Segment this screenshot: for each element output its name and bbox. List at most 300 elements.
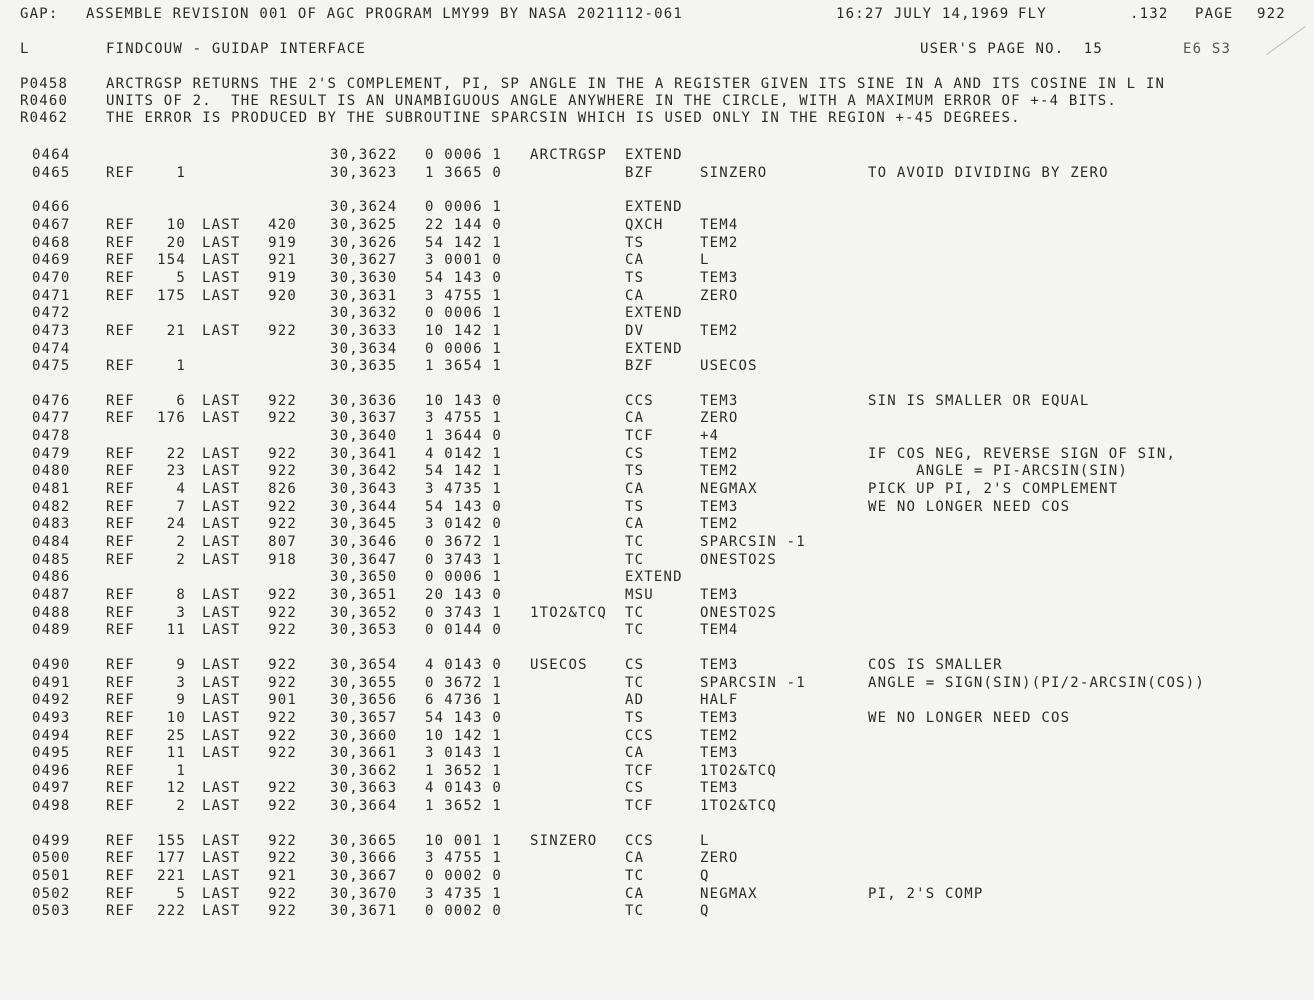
last-page: 922 [268,832,297,849]
operand: TEM2 [700,234,739,251]
last-keyword: LAST [202,850,241,867]
operand: TEM3 [700,745,739,762]
octal-code: 10 142 1 [425,727,503,744]
ref-count: 9 [176,656,186,673]
last-page: 922 [268,410,297,427]
octal-code: 4 0143 0 [425,656,503,673]
ref-keyword: REF [106,481,135,498]
opcode: EXTEND [625,569,683,586]
last-keyword: LAST [202,269,241,286]
operand: TEM4 [700,216,739,233]
last-page: 901 [268,692,297,709]
line-number: 0498 [32,798,71,815]
listing-row [0,605,1314,621]
comment: TO AVOID DIVIDING BY ZERO [868,164,1109,181]
opcode: CS [625,780,645,797]
listing-row [0,199,1314,215]
opcode: TC [625,622,645,639]
ref-count: 2 [176,534,186,550]
last-page: 420 [268,216,297,233]
listing-row [0,798,1314,814]
ref-count: 8 [176,586,186,603]
address: 30,3636 [330,392,398,409]
octal-code: 0 3672 1 [425,674,503,691]
listing-row [0,534,1314,550]
operand: TEM2 [700,463,739,480]
opcode: TC [625,534,645,550]
address: 30,3626 [330,234,398,251]
last-page: 922 [268,622,297,639]
ref-keyword: REF [106,358,135,375]
opcode: EXTEND [625,147,683,163]
ref-keyword: REF [106,604,135,621]
subheader-left: L [20,41,30,57]
octal-code: 1 3652 1 [425,798,503,815]
opcode: TC [625,551,645,568]
header-gap: GAP: [20,6,59,22]
operand: TEM2 [700,727,739,744]
opcode: CA [625,516,645,533]
operand: TEM3 [700,586,739,603]
opcode: MSU [625,586,654,603]
last-page: 922 [268,463,297,480]
comment: PI, 2'S COMP [868,885,984,902]
operand: USECOS [700,358,758,375]
listing-row [0,305,1314,321]
opcode: AD [625,692,645,709]
opcode: TS [625,234,645,251]
line-number: 0477 [32,410,71,427]
last-keyword: LAST [202,252,241,269]
ref-count: 1 [176,762,186,779]
last-keyword: LAST [202,287,241,304]
ref-count: 24 [166,516,186,533]
line-number: 0491 [32,674,71,691]
ref-keyword: REF [106,586,135,603]
operand: TEM3 [700,780,739,797]
octal-code: 0 0006 1 [425,147,503,163]
ref-count: 10 [166,709,186,726]
opcode: DV [625,322,645,339]
label: 1TO2&TCQ [530,604,608,621]
last-page: 922 [268,798,297,815]
operand: TEM3 [700,269,739,286]
ref-count: 222 [157,903,186,920]
opcode: CA [625,252,645,269]
last-keyword: LAST [202,656,241,673]
last-page: 922 [268,850,297,867]
subheader-title: FINDCOUW - GUIDAP INTERFACE [106,41,366,57]
operand: ZERO [700,850,739,867]
line-number: 0487 [32,586,71,603]
listing-row [0,728,1314,744]
listing-row [0,235,1314,251]
line-number: 0481 [32,481,71,498]
address: 30,3670 [330,885,398,902]
line-number: 0478 [32,428,71,445]
last-keyword: LAST [202,798,241,815]
address: 30,3645 [330,516,398,533]
ref-keyword: REF [106,850,135,867]
ref-keyword: REF [106,234,135,251]
ref-count: 176 [157,410,186,427]
operand: +4 [700,428,720,445]
line-number: 0492 [32,692,71,709]
address: 30,3671 [330,903,398,920]
listing-row [0,499,1314,515]
last-page: 922 [268,903,297,920]
octal-code: 1 3654 1 [425,358,503,375]
address: 30,3630 [330,269,398,286]
line-number: 0480 [32,463,71,480]
ref-keyword: REF [106,727,135,744]
line-number: 0490 [32,656,71,673]
listing-row [0,358,1314,374]
octal-code: 22 144 0 [425,216,503,233]
address: 30,3647 [330,551,398,568]
comment: SIN IS SMALLER OR EQUAL [868,392,1090,409]
listing-row [0,323,1314,339]
last-keyword: LAST [202,216,241,233]
address: 30,3655 [330,674,398,691]
octal-code: 3 4755 1 [425,850,503,867]
line-number: 0468 [32,234,71,251]
opcode: CA [625,885,645,902]
address: 30,3665 [330,832,398,849]
address: 30,3637 [330,410,398,427]
opcode: TS [625,709,645,726]
last-keyword: LAST [202,674,241,691]
ref-count: 5 [176,885,186,902]
ref-keyword: REF [106,322,135,339]
operand: TEM2 [700,322,739,339]
octal-code: 3 0001 0 [425,252,503,269]
ref-keyword: REF [106,903,135,920]
line-number: 0470 [32,269,71,286]
operand: TEM4 [700,622,739,639]
opcode: CA [625,410,645,427]
last-keyword: LAST [202,745,241,762]
remark-text: ARCTRGSP RETURNS THE 2'S COMPLEMENT, PI, SP ANGLE IN THE A REGISTER GIVEN ITS SINE IN A AND ITS COSINE IN L IN [106,76,1166,92]
last-page: 919 [268,269,297,286]
last-page: 922 [268,322,297,339]
address: 30,3643 [330,481,398,498]
operand: L [700,252,710,269]
operand: 1TO2&TCQ [700,762,778,779]
line-number: 0485 [32,551,71,568]
ref-count: 3 [176,674,186,691]
line-number: 0496 [32,762,71,779]
last-keyword: LAST [202,534,241,550]
ref-count: 7 [176,498,186,515]
octal-code: 0 3743 1 [425,604,503,621]
ref-count: 23 [166,463,186,480]
operand: L [700,832,710,849]
octal-code: 3 0143 1 [425,745,503,762]
octal-code: 4 0142 1 [425,445,503,462]
address: 30,3653 [330,622,398,639]
opcode: TC [625,604,645,621]
last-keyword: LAST [202,234,241,251]
last-page: 922 [268,586,297,603]
octal-code: 54 143 0 [425,498,503,515]
octal-code: 10 001 1 [425,832,503,849]
header-datetime: 16:27 JULY 14,1969 [836,6,1010,22]
operand: SINZERO [700,164,768,181]
operand: TEM3 [700,709,739,726]
comment: WE NO LONGER NEED COS [868,498,1071,515]
octal-code: 0 0002 0 [425,868,503,885]
opcode: CS [625,656,645,673]
operand: SPARCSIN -1 [700,674,806,691]
address: 30,3663 [330,780,398,797]
ref-keyword: REF [106,445,135,462]
listing-row [0,745,1314,761]
line-number: 0471 [32,287,71,304]
ref-count: 21 [166,322,186,339]
operand: TEM3 [700,498,739,515]
listing-row [0,903,1314,919]
last-keyword: LAST [202,445,241,462]
ref-count: 2 [176,798,186,815]
header-page-label: PAGE [1195,6,1234,22]
line-number: 0466 [32,199,71,216]
octal-code: 1 3665 0 [425,164,503,181]
ref-count: 25 [166,727,186,744]
ref-keyword: REF [106,269,135,286]
octal-code: 54 142 1 [425,463,503,480]
line-number: 0482 [32,498,71,515]
opcode: CA [625,287,645,304]
listing-row [0,587,1314,603]
last-page: 920 [268,287,297,304]
address: 30,3632 [330,305,398,322]
opcode: TCF [625,428,654,445]
opcode: EXTEND [625,199,683,216]
subheader-user-page: USER'S PAGE NO. 15 [920,41,1103,57]
remark-text: UNITS OF 2. THE RESULT IS AN UNAMBIGUOUS ANGLE ANYWHERE IN THE CIRCLE, WITH A MAXIMUM ERROR OF +-4 BITS. [106,93,1118,109]
comment: WE NO LONGER NEED COS [868,709,1071,726]
opcode: BZF [625,358,654,375]
address: 30,3650 [330,569,398,586]
line-number: 0467 [32,216,71,233]
label: ARCTRGSP [530,147,608,163]
listing-row [0,692,1314,708]
last-page: 807 [268,534,297,550]
ref-count: 155 [157,832,186,849]
octal-code: 3 0142 0 [425,516,503,533]
last-keyword: LAST [202,463,241,480]
last-page: 918 [268,551,297,568]
address: 30,3660 [330,727,398,744]
octal-code: 3 4735 1 [425,481,503,498]
listing-row [0,552,1314,568]
last-keyword: LAST [202,727,241,744]
last-page: 922 [268,709,297,726]
comment: COS IS SMALLER [868,656,1003,673]
opcode: TC [625,674,645,691]
listing-row [0,252,1314,268]
line-number: 0499 [32,832,71,849]
last-keyword: LAST [202,709,241,726]
listing-row [0,481,1314,497]
ref-keyword: REF [106,622,135,639]
ref-count: 9 [176,692,186,709]
line-number: 0465 [32,164,71,181]
opcode: EXTEND [625,340,683,357]
octal-code: 20 143 0 [425,586,503,603]
last-page: 826 [268,481,297,498]
opcode: TS [625,463,645,480]
last-page: 922 [268,745,297,762]
address: 30,3666 [330,850,398,867]
octal-code: 10 143 0 [425,392,503,409]
line-number: 0494 [32,727,71,744]
address: 30,3662 [330,762,398,779]
header-fly: FLY [1018,6,1047,22]
octal-code: 54 143 0 [425,709,503,726]
last-keyword: LAST [202,622,241,639]
header-page-number: 922 [1257,6,1286,22]
opcode: TC [625,903,645,920]
octal-code: 0 0006 1 [425,199,503,216]
last-page: 922 [268,885,297,902]
last-page: 922 [268,674,297,691]
octal-code: 10 142 1 [425,322,503,339]
ref-count: 4 [176,481,186,498]
octal-code: 1 3652 1 [425,762,503,779]
listing-row [0,446,1314,462]
operand: TEM3 [700,656,739,673]
ref-keyword: REF [106,164,135,181]
listing-row [0,868,1314,884]
octal-code: 3 4755 1 [425,287,503,304]
octal-code: 0 0006 1 [425,569,503,586]
address: 30,3664 [330,798,398,815]
listing-row [0,147,1314,163]
ref-keyword: REF [106,885,135,902]
ref-keyword: REF [106,463,135,480]
last-keyword: LAST [202,410,241,427]
line-number: 0493 [32,709,71,726]
ref-count: 12 [166,780,186,797]
octal-code: 0 0006 1 [425,340,503,357]
operand: TEM3 [700,392,739,409]
comment: IF COS NEG, REVERSE SIGN OF SIN, [868,445,1177,462]
listing-row [0,428,1314,444]
header-assemble: ASSEMBLE REVISION 001 OF AGC PROGRAM LMY99 BY NASA 2021112-061 [86,6,683,22]
ref-count: 20 [166,234,186,251]
address: 30,3635 [330,358,398,375]
ref-count: 11 [166,745,186,762]
listing-row [0,288,1314,304]
octal-code: 1 3644 0 [425,428,503,445]
octal-code: 0 0144 0 [425,622,503,639]
last-keyword: LAST [202,903,241,920]
ref-count: 6 [176,392,186,409]
octal-code: 0 3672 1 [425,534,503,550]
remark-label: R0460 [20,93,69,109]
ref-keyword: REF [106,516,135,533]
operand: HALF [700,692,739,709]
ref-count: 221 [157,868,186,885]
opcode: CA [625,850,645,867]
operand: TEM2 [700,445,739,462]
last-page: 922 [268,445,297,462]
comment: ANGLE = PI-ARCSIN(SIN) [868,463,1128,480]
last-page: 922 [268,392,297,409]
ref-keyword: REF [106,410,135,427]
octal-code: 3 4735 1 [425,885,503,902]
listing-row [0,780,1314,796]
last-keyword: LAST [202,481,241,498]
line-number: 0479 [32,445,71,462]
last-keyword: LAST [202,885,241,902]
address: 30,3657 [330,709,398,726]
ref-keyword: REF [106,692,135,709]
line-number: 0475 [32,358,71,375]
listing-row [0,569,1314,585]
address: 30,3627 [330,252,398,269]
listing-row [0,410,1314,426]
listing-row [0,217,1314,233]
line-number: 0502 [32,885,71,902]
address: 30,3651 [330,586,398,603]
listing-row [0,657,1314,673]
ref-keyword: REF [106,287,135,304]
line-number: 0464 [32,147,71,163]
address: 30,3646 [330,534,398,550]
comment: PICK UP PI, 2'S COMPLEMENT [868,481,1119,498]
ref-count: 175 [157,287,186,304]
last-page: 921 [268,868,297,885]
ref-keyword: REF [106,762,135,779]
address: 30,3622 [330,147,398,163]
ref-keyword: REF [106,656,135,673]
octal-code: 4 0143 0 [425,780,503,797]
address: 30,3656 [330,692,398,709]
last-keyword: LAST [202,392,241,409]
line-number: 0488 [32,604,71,621]
operand: Q [700,903,710,920]
remark-text: THE ERROR IS PRODUCED BY THE SUBROUTINE SPARCSIN WHICH IS USED ONLY IN THE REGION +-45 DEGREES. [106,110,1021,126]
operand: SPARCSIN -1 [700,534,806,550]
ref-count: 2 [176,551,186,568]
ref-count: 10 [166,216,186,233]
address: 30,3633 [330,322,398,339]
ref-keyword: REF [106,534,135,550]
ref-count: 154 [157,252,186,269]
listing-row [0,393,1314,409]
address: 30,3634 [330,340,398,357]
listing-row [0,710,1314,726]
last-page: 922 [268,604,297,621]
operand: ZERO [700,410,739,427]
line-number: 0501 [32,868,71,885]
address: 30,3667 [330,868,398,885]
ref-keyword: REF [106,798,135,815]
address: 30,3640 [330,428,398,445]
listing-row [0,763,1314,779]
opcode: CA [625,481,645,498]
opcode: CS [625,445,645,462]
address: 30,3641 [330,445,398,462]
operand: NEGMAX [700,885,758,902]
address: 30,3631 [330,287,398,304]
ref-count: 22 [166,445,186,462]
last-keyword: LAST [202,322,241,339]
ref-count: 11 [166,622,186,639]
